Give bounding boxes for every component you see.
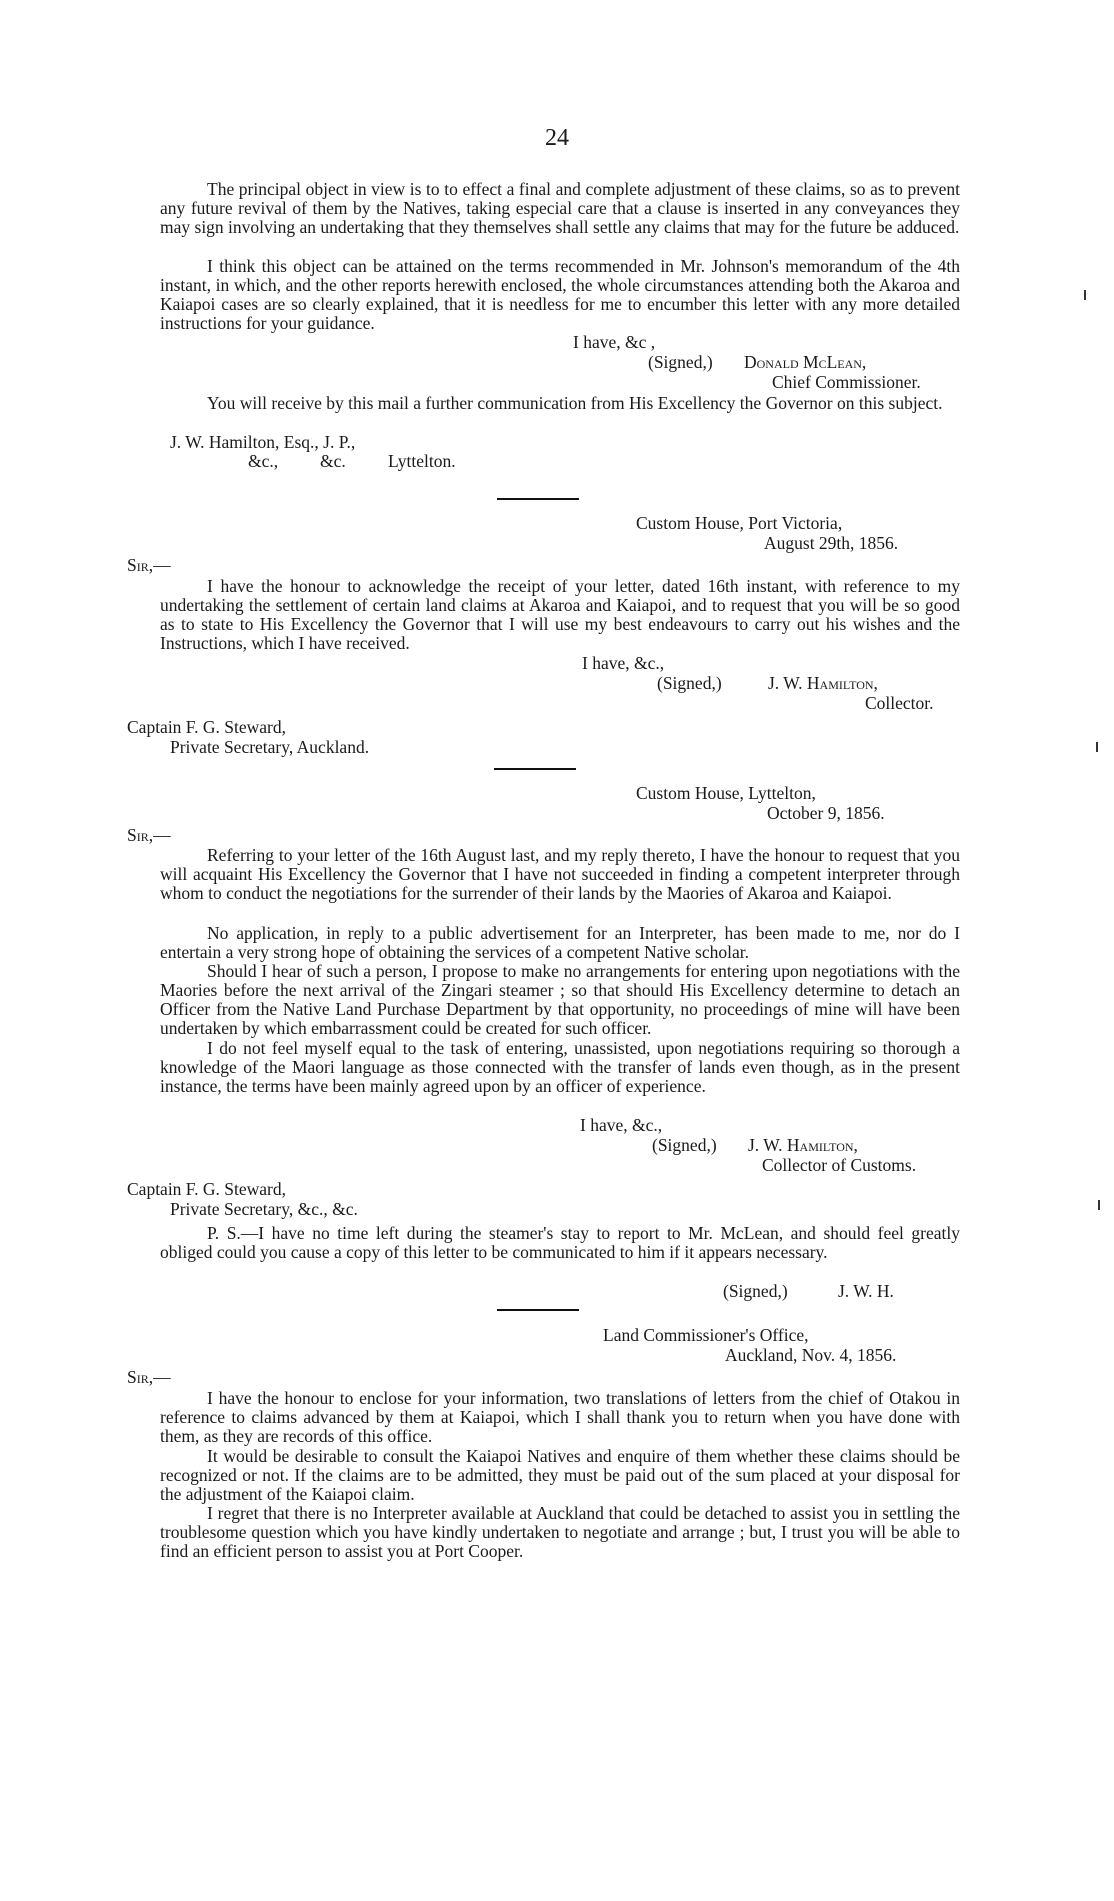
letter2-addressee: Captain F. G. Steward, xyxy=(127,717,286,737)
letter1-signer-title: Chief Commissioner. xyxy=(772,372,921,392)
letter3-paragraph-3: Should I hear of such a person, I propose to make no arrangements for entering upon negotiations with the Maories before the next arrival of the Zingari steamer ; so that should His Excellency determine to detach an Officer from the Native Land Purchase Department by that opportunity, no proceedings of mine will have been undertaken by which embarrassment could be created for such officer. xyxy=(160,961,960,1038)
letter2-date: August 29th, 1856. xyxy=(764,533,899,553)
scan-speck xyxy=(1084,290,1086,300)
letter3-paragraph-2: No application, in reply to a public advertisement for an Interpreter, has been made to me, nor do I entertain a very strong hope of obtaining the services of a competent Native scholar. xyxy=(160,923,960,962)
letter3-place: Custom House, Lyttelton, xyxy=(636,783,816,803)
separator-rule xyxy=(494,768,576,770)
letter3-salutation: Sir,— xyxy=(127,825,171,845)
letter3-signer-title: Collector of Customs. xyxy=(762,1155,917,1175)
letter1-addressee-etc-2: &c. xyxy=(320,451,346,471)
letter2-signer-title: Collector. xyxy=(865,693,934,713)
letter3-date: October 9, 1856. xyxy=(767,803,885,823)
letter3-ps-initials: J. W. H. xyxy=(838,1281,894,1301)
letter1-paragraph-1: The principal object in view is to to effect a final and complete adjustment of these claims, so as to prevent any future revival of them by the Natives, taking especial care that a clause is inserted in any conveyances they may sign involving an undertaking that they themselves shall settle any claims that may for the future be adduced. xyxy=(160,179,960,237)
letter2-addressee-title: Private Secretary, Auckland. xyxy=(170,737,370,757)
letter3-closing: I have, &c., xyxy=(580,1115,663,1135)
letter1-paragraph-2: I think this object can be attained on the terms recommended in Mr. Johnson's memorandum of the 4th instant, in which, and the other reports herewith enclosed, the whole circumstances attending both the Akaroa and Kaiapoi cases are so clearly explained, that it is needless for me to encumber this letter with any more detailed instructions for your guidance. xyxy=(160,256,960,333)
letter2-closing: I have, &c., xyxy=(582,653,665,673)
letter3-signed: (Signed,) xyxy=(652,1135,717,1155)
letter1-signer: Donald McLean, xyxy=(744,352,867,372)
separator-rule xyxy=(497,1309,579,1311)
letter4-salutation: Sir,— xyxy=(127,1367,171,1387)
letter1-addressee-etc-1: &c., xyxy=(248,451,279,471)
letter2-signer: J. W. Hamilton, xyxy=(768,673,878,693)
letter1-addressee: J. W. Hamilton, Esq., J. P., xyxy=(170,432,356,452)
letter1-signed: (Signed,) xyxy=(648,352,713,372)
letter4-paragraph-2: It would be desirable to consult the Kaiapoi Natives and enquire of them whether these claims should be recognized or not. If the claims are to be admitted, they must be paid out of the sum placed at your disposal for the adjustment of the Kaiapoi claim. xyxy=(160,1446,960,1504)
letter3-addressee-title: Private Secretary, &c., &c. xyxy=(170,1199,358,1219)
letter3-postscript: P. S.—I have no time left during the steamer's stay to report to Mr. McLean, and should feel greatly obliged could you cause a copy of this letter to be communicated to him if it appears necessary. xyxy=(160,1223,960,1262)
letter1-addressee-place: Lyttelton. xyxy=(388,451,456,471)
letter2-paragraph-1: I have the honour to acknowledge the receipt of your letter, dated 16th instant, with reference to my undertaking the settlement of certain land claims at Akaroa and Kaiapoi, and to request that you will be so good as to state to His Excellency the Governor that I will use my best endeavours to carry out his wishes and the Instructions, which I have received. xyxy=(160,576,960,653)
letter4-date: Auckland, Nov. 4, 1856. xyxy=(725,1345,897,1365)
letter3-addressee: Captain F. G. Steward, xyxy=(127,1179,286,1199)
letter2-salutation: Sir,— xyxy=(127,555,171,575)
scan-speck xyxy=(1098,1200,1100,1210)
letter2-place: Custom House, Port Victoria, xyxy=(636,513,843,533)
letter3-signer: J. W. Hamilton, xyxy=(748,1135,858,1155)
letter3-paragraph-1: Referring to your letter of the 16th August last, and my reply thereto, I have the honour to request that you will acquaint His Excellency the Governor that I have not succeeded in finding a competent interpreter through whom to conduct the negotiations for the surrender of their lands by the Maories of Akaroa and Kaiapoi. xyxy=(160,845,960,903)
letter2-signed: (Signed,) xyxy=(657,673,722,693)
letter4-paragraph-1: I have the honour to enclose for your information, two translations of letters from the chief of Otakou in reference to claims advanced by them at Kaiapoi, which I shall thank you to return when you have done with them, as they are records of this office. xyxy=(160,1388,960,1446)
scan-speck xyxy=(1096,742,1098,752)
letter4-paragraph-3: I regret that there is no Interpreter available at Auckland that could be detached to assist you in settling the troublesome question which you have kindly undertaken to negotiate and arrange ; but, I trust you will be able to find an efficient person to assist you at Port Cooper. xyxy=(160,1503,960,1561)
letter3-ps-signed: (Signed,) xyxy=(723,1281,788,1301)
letter3-paragraph-4: I do not feel myself equal to the task of entering, unassisted, upon negotiations requiring so thorough a knowledge of the Maori language as those connected with the transfer of lands even though, as in the present instance, the terms have been mainly agreed upon by an officer of experience. xyxy=(160,1038,960,1096)
page-number: 24 xyxy=(545,125,569,151)
letter1-postscript: You will receive by this mail a further communication from His Excellency the Governor on this subject. xyxy=(207,393,943,413)
letter1-closing: I have, &c , xyxy=(573,332,656,352)
separator-rule xyxy=(497,498,579,500)
letter4-place: Land Commissioner's Office, xyxy=(603,1325,809,1345)
